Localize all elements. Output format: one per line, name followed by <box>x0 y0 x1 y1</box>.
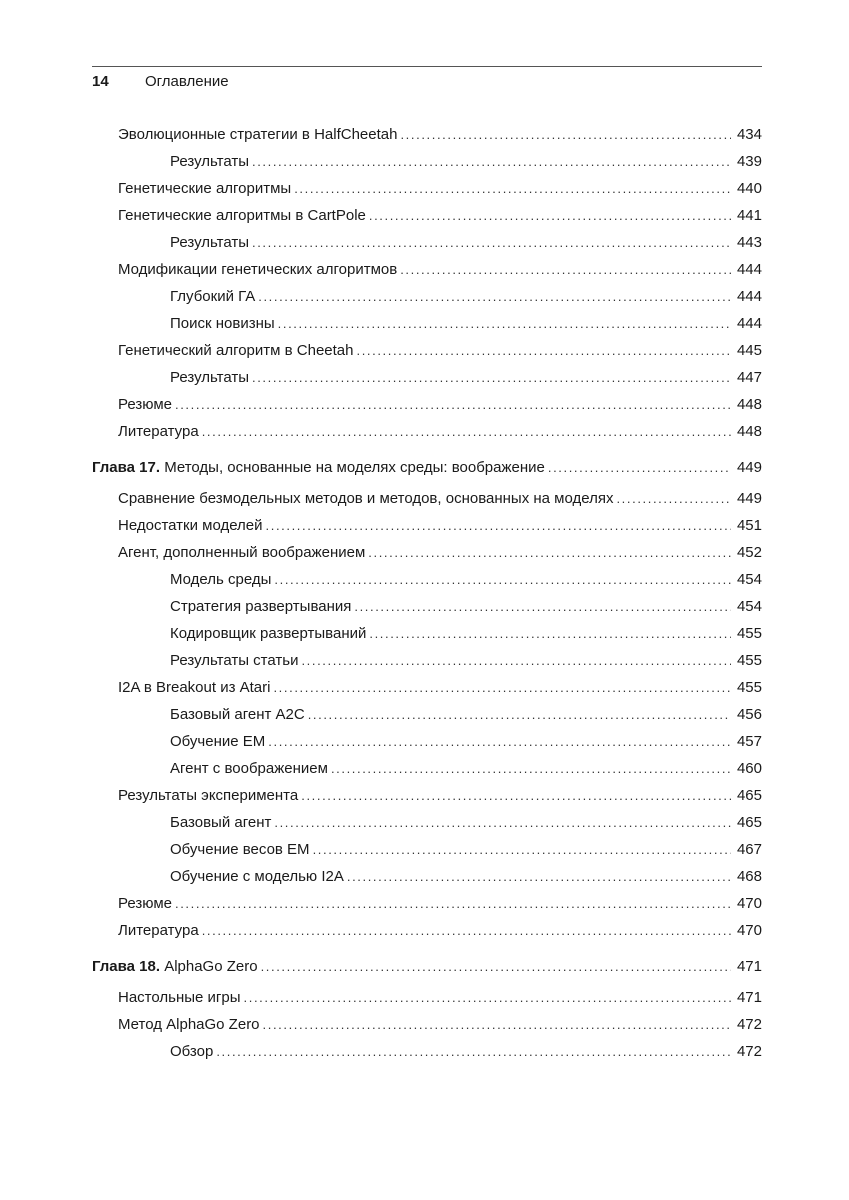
toc-entry[interactable] <box>92 121 762 148</box>
page-number: 14 <box>92 73 109 90</box>
dot-leader <box>252 229 731 256</box>
dot-leader <box>308 701 731 728</box>
toc-entry-page: 457 <box>736 733 762 750</box>
toc-entry-page: 456 <box>736 706 762 723</box>
dot-leader <box>274 809 731 836</box>
toc-entry-page: 441 <box>736 207 762 224</box>
toc-entry[interactable] <box>92 539 762 566</box>
dot-leader <box>202 917 731 944</box>
toc-entry[interactable] <box>92 701 762 728</box>
toc-entry-title: Стратегия развертывания <box>170 598 352 615</box>
toc-entry[interactable] <box>92 836 762 863</box>
toc-entry-page: 455 <box>736 625 762 642</box>
dot-leader <box>331 755 731 782</box>
toc-entry-page: 454 <box>736 571 762 588</box>
toc-chapter-entry[interactable] <box>92 953 762 980</box>
dot-leader <box>294 175 731 202</box>
toc-entry-title <box>92 953 258 980</box>
toc-entry-title: Сравнение безмодельных методов и методов, основанных на моделях <box>118 490 614 507</box>
toc-entry[interactable] <box>92 755 762 782</box>
toc-entry-page: 472 <box>736 1043 762 1060</box>
toc-entry-title: Результаты <box>170 153 249 170</box>
toc-entry[interactable] <box>92 229 762 256</box>
toc-entry-title: Результаты эксперимента <box>118 787 299 804</box>
toc-entry[interactable] <box>92 364 762 391</box>
toc-entry[interactable] <box>92 148 762 175</box>
toc-entry-page: 434 <box>736 126 762 143</box>
toc-entry-page: 468 <box>736 868 762 885</box>
toc-entry-page: 444 <box>736 288 762 305</box>
toc-entry-title: Резюме <box>118 895 172 912</box>
toc-entry-title: Недостатки моделей <box>118 517 263 534</box>
dot-leader <box>368 539 731 566</box>
toc-entry-title: Результаты статьи <box>170 652 299 669</box>
toc-entry-title: Поиск новизны <box>170 315 275 332</box>
toc-entry-title: Результаты <box>170 369 249 386</box>
toc-entry[interactable] <box>92 202 762 229</box>
toc-entry-page: 439 <box>736 153 762 170</box>
toc-entry-page: 448 <box>736 396 762 413</box>
dot-leader <box>252 364 731 391</box>
toc-entry-page: 448 <box>736 423 762 440</box>
toc-entry-title: Генетический алгоритм в Cheetah <box>118 342 354 359</box>
toc-entry-page: 447 <box>736 369 762 386</box>
dot-leader <box>175 391 731 418</box>
toc-entry-title: Результаты <box>170 234 249 251</box>
toc-entry-page: 452 <box>736 544 762 561</box>
toc-entry[interactable] <box>92 337 762 364</box>
toc-entry[interactable] <box>92 984 762 1011</box>
dot-leader <box>356 337 731 364</box>
toc-entry-title: Обучение EM <box>170 733 266 750</box>
dot-leader <box>369 620 731 647</box>
toc-entry-page: 467 <box>736 841 762 858</box>
toc-entry-page: 471 <box>736 958 762 975</box>
toc-entry[interactable] <box>92 674 762 701</box>
toc-entry-title: Генетические алгоритмы в CartPole <box>118 207 366 224</box>
dot-leader <box>261 953 731 980</box>
toc-entry-title: Базовый агент <box>170 814 272 831</box>
toc-entry-page: 449 <box>736 490 762 507</box>
toc-entry-title: Генетические алгоритмы <box>118 180 292 197</box>
toc-entry-page: 472 <box>736 1016 762 1033</box>
dot-leader <box>354 593 731 620</box>
dot-leader <box>252 148 731 175</box>
toc-entry-title: Базовый агент A2C <box>170 706 305 723</box>
toc-entry-title: Глубокий ГА <box>170 288 256 305</box>
toc-entry[interactable] <box>92 1038 762 1065</box>
toc-entry-title: Эволюционные стратегии в HalfCheetah <box>118 126 398 143</box>
chapter-title: AlphaGo Zero <box>164 958 258 975</box>
toc-entry[interactable] <box>92 809 762 836</box>
toc-entry-title: Агент, дополненный воображением <box>118 544 366 561</box>
toc-entry-page: 465 <box>736 814 762 831</box>
toc-entry-title: Резюме <box>118 396 172 413</box>
toc-entry[interactable] <box>92 175 762 202</box>
toc-entry-page: 455 <box>736 652 762 669</box>
toc-entry-page: 465 <box>736 787 762 804</box>
toc-entry-page: 440 <box>736 180 762 197</box>
toc-entry-title: Литература <box>118 922 199 939</box>
toc-entry-title: Модель среды <box>170 571 272 588</box>
dot-leader <box>616 485 731 512</box>
toc-entry-page: 451 <box>736 517 762 534</box>
dot-leader <box>258 283 731 310</box>
page-header <box>92 66 762 90</box>
dot-leader <box>244 984 731 1011</box>
toc-entry-page: 445 <box>736 342 762 359</box>
chapter-title: Методы, основанные на моделях среды: воображение <box>164 459 545 476</box>
dot-leader <box>263 1011 731 1038</box>
chapter-label: Глава 17. <box>92 459 161 476</box>
toc-entry-title: Агент с воображением <box>170 760 328 777</box>
dot-leader <box>313 836 731 863</box>
dot-leader <box>301 647 731 674</box>
dot-leader <box>268 728 731 755</box>
toc-entry[interactable] <box>92 647 762 674</box>
toc-entry[interactable] <box>92 863 762 890</box>
table-of-contents <box>92 121 762 1065</box>
toc-entry[interactable] <box>92 917 762 944</box>
toc-entry[interactable] <box>92 566 762 593</box>
toc-entry[interactable] <box>92 512 762 539</box>
dot-leader <box>266 512 731 539</box>
dot-leader <box>273 674 731 701</box>
dot-leader <box>216 1038 731 1065</box>
dot-leader <box>548 454 731 481</box>
toc-entry[interactable] <box>92 728 762 755</box>
toc-entry-page: 455 <box>736 679 762 696</box>
toc-entry-title: Метод AlphaGo Zero <box>118 1016 260 1033</box>
dot-leader <box>369 202 731 229</box>
toc-entry-page: 443 <box>736 234 762 251</box>
toc-entry[interactable] <box>92 310 762 337</box>
toc-entry-page: 444 <box>736 261 762 278</box>
toc-entry-title: Настольные игры <box>118 989 241 1006</box>
toc-entry-page: 454 <box>736 598 762 615</box>
toc-entry-page: 470 <box>736 895 762 912</box>
toc-entry[interactable] <box>92 782 762 809</box>
dot-leader <box>347 863 731 890</box>
dot-leader <box>400 121 731 148</box>
toc-entry-title: Литература <box>118 423 199 440</box>
toc-entry[interactable] <box>92 1011 762 1038</box>
dot-leader <box>301 782 731 809</box>
chapter-label: Глава 18. <box>92 958 161 975</box>
toc-entry[interactable] <box>92 283 762 310</box>
toc-entry[interactable] <box>92 593 762 620</box>
toc-entry-page: 471 <box>736 989 762 1006</box>
toc-entry-title: I2A в Breakout из Atari <box>118 679 271 696</box>
toc-entry[interactable] <box>92 620 762 647</box>
toc-entry[interactable] <box>92 418 762 445</box>
toc-entry-title: Кодировщик развертываний <box>170 625 367 642</box>
running-title: Оглавление <box>145 73 229 90</box>
toc-chapter-entry[interactable] <box>92 454 762 481</box>
toc-entry[interactable] <box>92 890 762 917</box>
toc-entry-page: 470 <box>736 922 762 939</box>
toc-entry-page: 460 <box>736 760 762 777</box>
toc-entry[interactable] <box>92 485 762 512</box>
toc-entry-title <box>92 454 545 481</box>
toc-entry-title: Обучение с моделью I2A <box>170 868 344 885</box>
toc-entry[interactable] <box>92 391 762 418</box>
toc-entry-title: Модификации генетических алгоритмов <box>118 261 398 278</box>
dot-leader <box>175 890 731 917</box>
toc-entry-title: Обзор <box>170 1043 214 1060</box>
toc-entry[interactable] <box>92 256 762 283</box>
dot-leader <box>274 566 731 593</box>
dot-leader <box>202 418 731 445</box>
dot-leader <box>400 256 731 283</box>
toc-entry-page: 444 <box>736 315 762 332</box>
toc-entry-title: Обучение весов EM <box>170 841 310 858</box>
toc-entry-page: 449 <box>736 459 762 476</box>
dot-leader <box>278 310 731 337</box>
